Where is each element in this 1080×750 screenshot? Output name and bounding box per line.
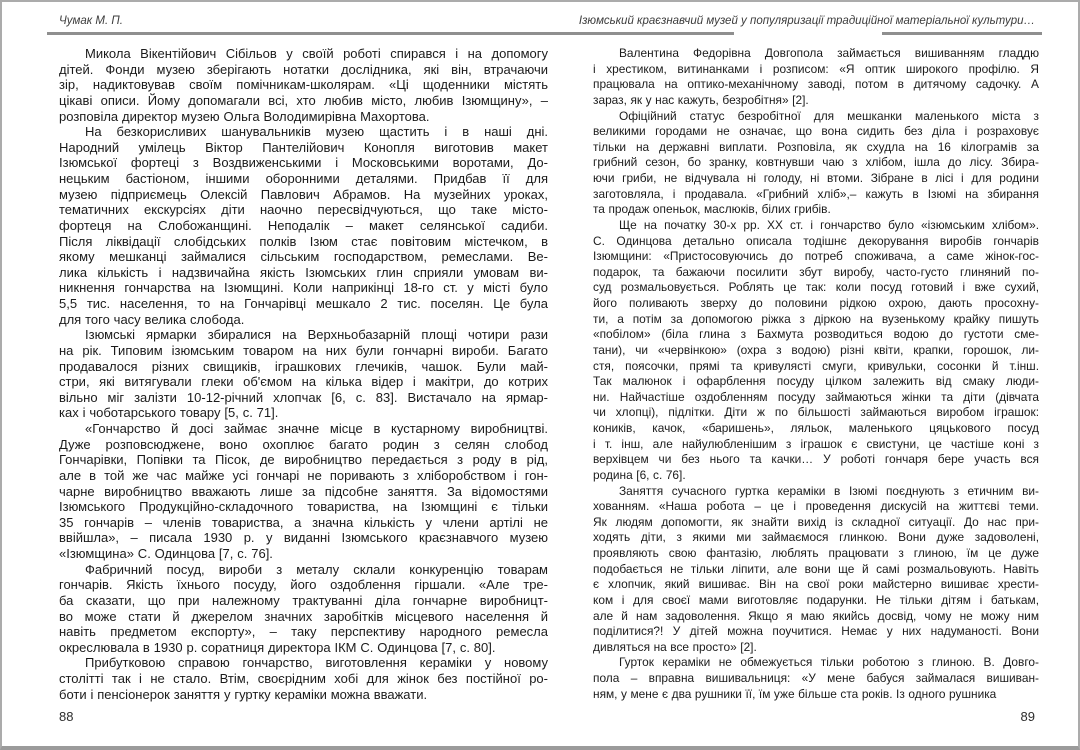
text-line: зір, надиктовував своїм помічникам-школярам. «Ці щоденники містять — [59, 77, 548, 93]
text-line: родина [6, с. 76]. — [593, 467, 686, 482]
text-line: стри, які витягували глеки об'ємом на кілька відер і макітри, до котрих — [59, 374, 548, 390]
page-right-text-column — [593, 46, 1039, 702]
text-line: Фабричний посуд, вироби з металу склали конкуренцію товарам — [85, 561, 548, 577]
running-head — [59, 14, 1035, 28]
text-line: 35 гончарів – членів товариства, а значна кількість у члени артілі не — [59, 514, 548, 530]
text-line: столітті так і не стало. Втім, своєрідним хобі для жінок без постійної ро- — [59, 671, 548, 686]
text-line: Гурток кераміки не обмежується тільки роботою з глиною. В. Довго- — [619, 655, 1039, 670]
header-rule-left — [47, 32, 734, 35]
paragraph — [593, 109, 1039, 218]
page-number-left: 88 — [59, 709, 74, 724]
text-line: Ще на початку 30-х рр. ХХ ст. і гончарство було «ізюмським хлібом». — [619, 217, 1039, 232]
page-number-right: 89 — [1020, 709, 1035, 724]
text-line: Після ліквідації слобідських полків Ізюм стає повітовим містечком, в — [59, 233, 548, 249]
text-line: музею підприємець Олексій Павлович Абрамов. На музейних уроках, — [59, 186, 548, 202]
text-line: зараз, як у нас кажуть, безробітня» [2]. — [593, 92, 809, 107]
text-line: Ізюмського Продукційно-складочного товариства, на Ізюмщині є тільки — [59, 499, 548, 515]
text-line: на рік. Типовим ізюмським товаром на них були гончарні вироби. Багато — [59, 342, 548, 358]
paragraph — [593, 655, 1039, 702]
text-line: працювала на оптико-механічному заводі, потом в дитячому садочку. А — [593, 77, 1039, 92]
text-line: подарок, та бажаючи посилити збут виробу, часто-густо глиняний по- — [593, 264, 1039, 279]
text-line: тематичних екскурсіях діти наочно пересвідчуються, що таке місто- — [59, 202, 548, 218]
text-line: ввійшла», – писала 1930 р. у виданні Ізюмського краєзнавчого музею — [59, 530, 548, 546]
text-line: і т. інш, але найулюбленішим з іграшок є свистуни, це частіше коні з — [593, 436, 1039, 451]
text-line: Ізюмської фортеці з Воздвиженськими і Московськими воротами, До- — [59, 155, 548, 171]
text-line: чи хлопці), підлітки. Діти ж по більшості займаються виробом іграшок: — [593, 405, 1039, 420]
text-line: заготовляла, і продавала. «Грибний хліб»,– кажуть в Ізюмі на збирання — [593, 186, 1039, 201]
text-line: дивляться на все просто» [2]. — [593, 639, 757, 654]
text-line: суд розмальовується. Роблять це так: коли посуд готовий і вже сухий, — [593, 280, 1039, 295]
paragraph — [59, 562, 548, 656]
text-line: грибний сезон, бо зранку, ковтнувши чаю з хлібом, ішла до лісу. Збира- — [593, 155, 1039, 170]
text-line: Валентина Федорівна Довгопола займається вишиванням гладдю — [619, 46, 1039, 60]
text-line: якому мешканці займалися сільським господарством, ремеслами. Ве- — [59, 249, 548, 265]
paragraph — [593, 46, 1039, 109]
text-line: 5,5 тис. населення, то на Гончарівці мешкало 2 тис. поселян. Це була — [59, 296, 548, 311]
text-line: тани), чи «червінкою» (охра з водою) різні квіти, крапки, горошок, ли- — [593, 342, 1039, 357]
text-line: Ізюмщини: «Пристосовуючись до потреб споживача, а саме жінок-гос- — [593, 249, 1039, 264]
text-line: Гончарівки, Попівки та Пісок, де виробництво передається з роду в рід, — [59, 452, 548, 468]
text-line: подобається не тільки ліпити, але вони ще й самі розмальовують. Навіть — [593, 561, 1039, 576]
text-line: великими городами не означає, що вона сидить без діла і розраховує — [593, 124, 1039, 139]
text-line: фортеця на Слобожанщині. Неподалік – макет селянської садиби. — [59, 217, 548, 233]
text-line: коників, качок, «баришень», ляльок, маленького цяцькового посуд — [593, 421, 1039, 435]
text-line: во може стати й джерелом значних заробітків місцевого населення й — [59, 608, 548, 624]
text-line: На безкорисливих шанувальників музею щастить і в наші дні. — [85, 124, 548, 140]
paragraph — [59, 46, 548, 124]
text-line: ти, а потім за допомогою ріжка з діркою на вузенькому крайку пишуть — [593, 311, 1039, 326]
text-line: стя, поясочки, прямі та кривулясті смуги, кривульки, сосонки й т.інш. — [593, 358, 1039, 373]
text-line: для того часу велика слобода. — [59, 311, 245, 327]
text-line: чарне виробництво вважають лише за підсобне заняття. За відомостями — [59, 483, 548, 499]
text-line: «Ізюмщина» С. Одинцова [7, с. 76]. — [59, 546, 273, 561]
text-line: гончарів. Якість їхнього посуду, його оздоблення гіршали. «Але тре- — [59, 577, 548, 593]
text-line: Народний умілець Віктор Пантелійович Конопля виготовив макет — [59, 139, 548, 155]
text-line: Прибутковою справою гончарство, виготовлення кераміки у новому — [85, 655, 548, 671]
page-left-text-column — [59, 46, 548, 702]
text-line: ни. Найчастіше оздобленням посуду займаються жінки та діти (дівчата — [593, 389, 1039, 404]
text-line: верхівцем чи без нього та качки… У роботі гончаря бере участь вся — [593, 452, 1039, 467]
text-line: Микола Вікентійович Сібільов у своїй роботі спирався і на допомогу — [85, 46, 548, 61]
text-line: Заняття сучасного гуртка кераміки в Ізюмі поєднують з етичним ви- — [619, 483, 1039, 498]
paragraph — [59, 655, 548, 702]
text-line: Як людям допомогти, як знайти вихід із складної ситуації. До нас при- — [593, 514, 1039, 529]
text-line: пола – вправна вишивальниця: «У мене бабуся займалася вишиван- — [593, 671, 1039, 685]
paragraph — [59, 421, 548, 562]
text-line: є хлопчик, який вишиває. Він на свої роки майстерно вишиває хрести- — [593, 577, 1039, 592]
text-line: продавалося різних свищиків, іграшкових глечиків, чашок. Були май- — [59, 358, 548, 374]
text-line: та продаж опеньок, маслюків, білих грибів. — [593, 202, 831, 217]
text-line: Офіційний статус безробітної для мешканки маленького міста з — [619, 108, 1039, 123]
text-line: але в той же час майже усі гончарі не поривають з хліборобством і гон- — [59, 467, 548, 483]
text-line: тільки на державні виплати. Розповіла, як схудла на 16 кілограмів за — [593, 139, 1039, 154]
text-line: і хрестиком, витинанками і розписом: «Я оптик широкого профілю. Я — [593, 61, 1039, 76]
text-line: С. Одинцова детально описала тодішнє декорування виробів гончарів — [593, 233, 1039, 248]
text-line: розповіла директор музею Ольга Володимирівна Махортова. — [59, 108, 430, 124]
text-line: «побілом» (біла глина з Бахмута розводиться водою до густоти сме- — [593, 327, 1039, 342]
text-line: хованням. «Наша робота – це і проведення дискусій на життєві теми. — [593, 499, 1039, 514]
text-line: ба сказати, що при належному трактуванні діла гончарне виробницт- — [59, 592, 548, 608]
text-line: окреслювала в 1930 р. соратниця директора ІКМ С. Одинцова [7, с. 80]. — [59, 639, 496, 655]
text-line: боти і пенсіонерок заняття у гуртку кераміки можна вважати. — [59, 686, 428, 702]
text-line: Дуже розповсюджене, воно охоплює багато родин з селян слобод — [59, 436, 548, 452]
text-line: никнення гончарства на Ізюмщині. Коли наприкінці 18-го ст. у місті було — [59, 280, 548, 296]
paragraph — [593, 484, 1039, 656]
text-line: нецьким бастіоном, іншими оборонними деталями. Придбав її для — [59, 171, 548, 186]
running-head-author: Чумак М. П. — [59, 15, 123, 27]
text-line: проявляють свою фантазію, люблять працювати з глиною, їм це дуже — [593, 546, 1039, 560]
text-line: ючи гриби, не відчувала ні голоду, ні втоми. Зібране в лісі і для родини — [593, 171, 1039, 185]
text-line: його поливають зверху до половини рідкою охрою, дають просохну- — [593, 296, 1039, 310]
text-line: ходять діти, з якими ми займаємося глинкою. Вони дуже задоволені, — [593, 530, 1039, 545]
paragraph — [593, 218, 1039, 484]
text-line: Ізюмські ярмарки збиралися на Верхньобазарній площі чотири рази — [85, 327, 548, 343]
header-rule-right — [882, 32, 1042, 35]
text-line: ком і для своєї мами виготовляє подарунки. Не тільки дітям і батькам, — [593, 592, 1039, 607]
text-line: цікаві описи. Йому допомагали всі, хто любив місто, любив Ізюмщину», – — [59, 92, 548, 108]
text-line: лика кількість і надзвичайна якість Ізюмських глин сприяли умовам ви- — [59, 264, 548, 280]
running-head-title: Ізюмський краєзнавчий музей у популяризації традиційної матеріальної культури… — [578, 15, 1035, 27]
text-line: навіть предметом експорту», – таку перспективу народного ремесла — [59, 624, 548, 640]
paragraph — [59, 327, 548, 421]
text-line: вільно міг залізти 10-12-річний хлопчак [6, с. 83]. Вистачало на ярмар- — [59, 389, 548, 405]
text-line: «Гончарство й досі займає значне місце в кустарному виробництві. — [85, 421, 548, 436]
paragraph — [59, 124, 548, 327]
text-line: але й нам задоволення. Якщо я маю якийсь досвід, чому не можу ним — [593, 608, 1039, 623]
text-line: дітей. Фонди музею зберігають нотатки дослідника, які він, втрачаючи — [59, 61, 548, 77]
text-line: ках і чоботарського товару [5, с. 71]. — [59, 405, 279, 421]
text-line: ням, у мене є два рушники її, їм уже більше ста років. Із одного рушника — [593, 686, 997, 701]
text-line: поділитися?! У дітей можна поучитися. Немає у них надуманості. Вони — [593, 624, 1039, 639]
text-line: Так малюнок і офарблення посуду цілком залежить від смаку люди- — [593, 374, 1039, 389]
